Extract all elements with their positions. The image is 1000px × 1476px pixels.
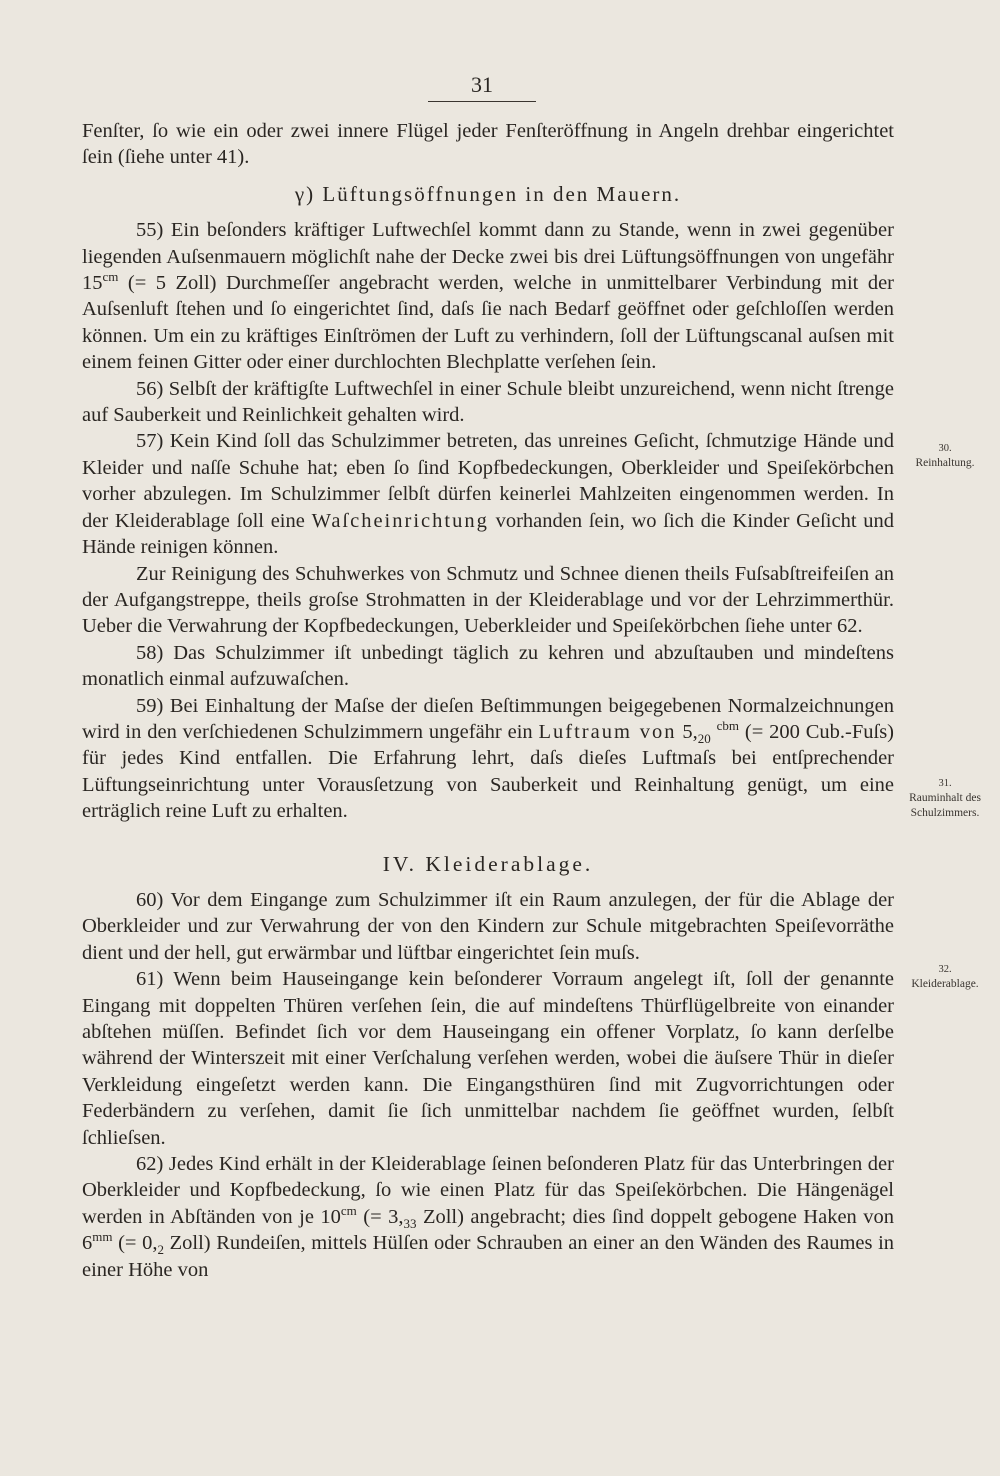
unit-cm: cm bbox=[102, 269, 119, 285]
paragraph-57-spaced-term: Waſcheinrichtung bbox=[311, 509, 489, 532]
paragraph-57 bbox=[82, 428, 894, 560]
paragraph-55-text-b: (= 5 Zoll) Durchmeſſer angebracht werden, welche in unmittelbarer Verbindung mit der Auſsenluft ſtehen und ſo eingerichtet ſind, daſs ſie nach Bedarf geöffnet oder geſchloſſen werden können. Um ein zu kräftiges Einſtrömen der Luft zu verhindern, ſoll der Lüftungscanal auſsen mit einem feinen Gitter oder einer durchlochten Blechplatte verſehen ſein. bbox=[82, 272, 894, 374]
paragraph-57-text-a: 57) Kein Kind ſoll das Schulzimmer betreten, das unreines Geſicht, ſchmutzige Hände und Kleider und naſſe Schuhe hat; eben ſo ſind Kopfbedeckungen, Oberkleider und Speiſekörbchen vorher abzulegen. Im Schulzimmer ſelbſt dürfen keinerlei Mahlzeiten eingenommen werden. In der Kleiderablage ſoll eine bbox=[82, 430, 894, 532]
paragraph-60: 60) Vor dem Eingange zum Schulzimmer iſt ein Raum anzulegen, der für die Ablage der Oberkleider und zur Verwahrung der von den Kindern zur Schule mitgebrachten Speiſevorräthe dient und der hell, gut erwärmbar und lüftbar eingerichtet ſein muſs. bbox=[82, 888, 894, 964]
decimal-sub: 33 bbox=[403, 1215, 417, 1231]
intro-paragraph: Fenſter, ſo wie ein oder zwei innere Flügel jeder Fenſteröffnung in Angeln drehbar eingerichtet ſein (ſiehe unter 41). bbox=[82, 120, 894, 169]
paragraph-55-text-a: 55) Ein beſonders kräftiger Luftwechſel kommt dann zu Stande, wenn in zwei gegenüber liegenden Auſsenmauern möglichſt nahe der Decke zwei bis drei Lüftungsöffnungen von ungefähr 15 bbox=[82, 219, 894, 295]
paragraph-62-text-a: 62) Jedes Kind erhält in der Kleiderablage ſeinen beſonderen Platz für das Unterbringen der Oberkleider und Kopfbedeckung, ſo wie einen Platz für das Speiſekörbchen. Die Hängenägel werden in Abſtänden von je 10 bbox=[82, 1153, 894, 1228]
paragraph-62-text-d: (= 0, bbox=[118, 1232, 158, 1255]
unit-cbm: cbm bbox=[716, 718, 740, 734]
paragraph-62-text-c: Zoll) angebracht; dies ſind doppelt gebogene Haken von 6 bbox=[82, 1205, 895, 1255]
chapter-heading-iv: IV. Kleiderablage. bbox=[382, 851, 594, 876]
volume-integer: 5, bbox=[682, 720, 698, 743]
margin-note-label: Kleiderablage. bbox=[911, 978, 979, 990]
paragraph-62 bbox=[82, 1151, 894, 1283]
section-heading-gamma: γ) Lüftungsöffnungen in den Mauern. bbox=[294, 181, 682, 206]
margin-note-reinhaltung bbox=[896, 441, 994, 471]
main-text bbox=[82, 118, 894, 1283]
margin-note-number: 32. bbox=[938, 964, 952, 975]
unit-mm: mm bbox=[92, 1229, 113, 1245]
paragraph-59-text-a: 59) Bei Einhaltung der Maſse der dieſen Beſtimmungen beigegebenen Normalzeichnungen wird in den verſchiedenen Schulzimmern ungefähr ein bbox=[82, 694, 894, 743]
paragraph-57-text-b: vorhanden ſein, wo ſich die Kinder Geſicht und Hände reinigen können. bbox=[82, 509, 895, 559]
paragraph-62-text-b: (= 3, bbox=[363, 1205, 404, 1228]
paragraph-62-text-e: Zoll) Rundeiſen, mittels Hülſen oder Schrauben an einer an den Wänden des Raumes in einer Höhe von bbox=[82, 1232, 895, 1281]
page-number: 31 bbox=[428, 72, 536, 102]
margin-note-label: Reinhaltung. bbox=[915, 457, 975, 469]
decimal-sub: 2 bbox=[157, 1242, 164, 1258]
volume-decimal: 20 bbox=[697, 731, 711, 747]
paragraph-59-text-b: (= 200 Cub.-Fuſs) für jedes Kind entfallen. Die Erfahrung lehrt, daſs dieſes Luftmaſs bei entſprechender Lüftungseinrichtung unter Vorausſetzung von Sauberkeit und Reinhaltung genügt, um eine erträglich reine Luft zu erhalten. bbox=[82, 720, 895, 823]
paragraph-58: 58) Das Schulzimmer iſt unbedingt täglich zu kehren und abzuſtauben und mindeſtens monatlich einmal aufzuwaſchen. bbox=[82, 641, 894, 691]
paragraph-56: 56) Selbſt der kräftigſte Luftwechſel in einer Schule bleibt unzureichend, wenn nicht ſtrenge auf Sauberkeit und Reinlichkeit gehalten wird. bbox=[82, 377, 894, 427]
margin-note-kleiderablage bbox=[896, 962, 994, 992]
margin-note-rauminhalt bbox=[896, 776, 994, 821]
margin-note-label: Rauminhalt des Schulzimmers. bbox=[909, 792, 981, 819]
paragraph-55 bbox=[82, 217, 894, 375]
paragraph-59 bbox=[82, 693, 894, 825]
paragraph-57-continuation: Zur Reinigung des Schuhwerkes von Schmutz und Schnee dienen theils Fuſsabſtreifeiſen an der Aufgangstreppe, theils groſse Strohmatten in der Kleiderablage und vor der Lehrzimmerthür. Ueber die Verwahrung der Kopfbedeckungen, Ueberkleider und Speiſekörbchen ſiehe unter 62. bbox=[82, 562, 894, 638]
unit-cm: cm bbox=[340, 1203, 357, 1219]
paragraph-59-spaced-term: Luftraum von bbox=[538, 720, 677, 743]
margin-note-number: 30. bbox=[938, 443, 952, 454]
paragraph-61: 61) Wenn beim Hauseingange kein beſonderer Vorraum angelegt iſt, ſoll der genannte Eingang mit doppelten Thüren verſehen ſein, die auf mindeſtens Thürflügelbreite von einander abſtehen müſſen. Befindet ſich vor dem Hauseingang ein offener Vorplatz, ſo kann derſelbe während der Winterszeit mit einer Verſchalung verſehen werden, wobei die äuſsere Thür in dieſer Verkleidung eingeſetzt werden kann. Die Eingangsthüren ſind mit Zugvorrichtungen oder Federbändern zu verſehen, damit ſie ſich unmittelbar nachdem ſie geöffnet wurden, ſelbſt ſchlieſsen. bbox=[82, 968, 894, 1149]
margin-note-number: 31. bbox=[938, 778, 952, 789]
